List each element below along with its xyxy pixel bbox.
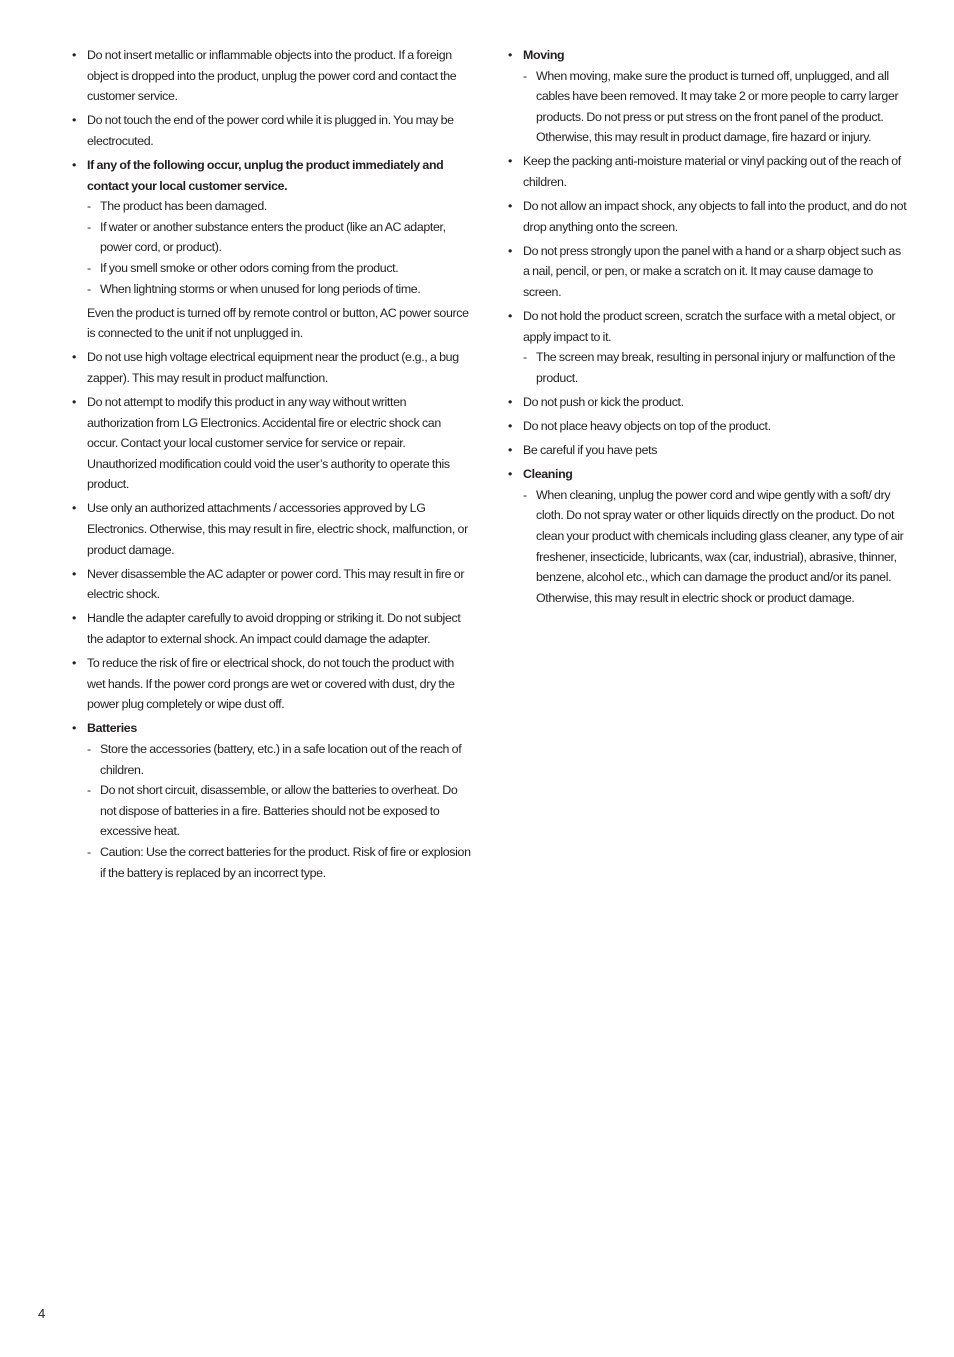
bullet-marker: • xyxy=(508,443,512,458)
dash-marker: - xyxy=(523,68,527,83)
bullet-item xyxy=(508,416,908,437)
bullet-text: Batteries xyxy=(87,721,137,736)
sub-item xyxy=(87,780,472,842)
bullet-text: Moving xyxy=(523,48,565,62)
bullet-text: If any of the following occur, unplug the product immediately and contact your local customer service. xyxy=(87,157,444,193)
sub-item-text: When moving, make sure the product is turned off, unplugged, and all cables have been removed. It may take 2 or more people to carry larger products. Do not press or put stress on the front panel of the product. Otherwise, this may result in product damage, fire hazard or injury. xyxy=(536,68,899,145)
bullet-text: Do not attempt to modify this product in any way without written authorization from LG Electronics. Accidental fire or electric shock can occur. Contact your local customer service for service or repair. Unauthorized modification could void the user’s authority to operate this product. xyxy=(87,395,450,492)
sub-list xyxy=(87,196,472,299)
bullet-item xyxy=(72,347,472,388)
bullet-marker: • xyxy=(508,154,512,169)
note-text: Even the product is turned off by remote control or button, AC power source is connected to the unit if not unplugged in. xyxy=(87,305,469,341)
bullet-marker: • xyxy=(72,350,76,365)
bullet-text: To reduce the risk of fire or electrical shock, do not touch the product with wet hands. If the power cord prongs are wet or covered with dust, dry the power plug completely or wipe dust off. xyxy=(87,656,455,712)
sub-item xyxy=(87,279,472,300)
page-number: 4 xyxy=(38,1306,46,1321)
sub-list xyxy=(523,347,908,388)
bullet-text: Never disassemble the AC adapter or power cord. This may result in fire or electric shock. xyxy=(87,566,465,602)
bullet-marker: • xyxy=(72,721,76,736)
bullet-text: Use only an authorized attachments / accessories approved by LG Electronics. Otherwise, this may result in fire, electric shock, malfunction, or product damage. xyxy=(87,501,468,557)
sub-item-text: If water or another substance enters the product (like an AC adapter, power cord, or product). xyxy=(100,219,446,255)
bullet-marker: • xyxy=(508,309,512,324)
sub-item-text: The product has been damaged. xyxy=(100,199,267,214)
sub-item-text: Do not short circuit, disassemble, or allow the batteries to overheat. Do not dispose of batteries in a fire. Batteries should not be exposed to excessive heat. xyxy=(100,783,458,839)
bullet-marker: • xyxy=(508,467,512,482)
bullet-text: Do not allow an impact shock, any objects to fall into the product, and do not drop anything onto the screen. xyxy=(523,199,907,234)
sub-list xyxy=(87,739,472,883)
bullet-item xyxy=(508,392,908,413)
bullet-marker: • xyxy=(72,48,76,62)
dash-marker: - xyxy=(87,260,91,275)
bullet-item xyxy=(72,564,472,605)
dash-marker: - xyxy=(87,219,91,234)
bullet-item xyxy=(508,306,908,388)
bullet-item xyxy=(72,45,472,107)
bullet-item xyxy=(508,196,908,237)
bullet-text: Do not insert metallic or inflammable objects into the product. If a foreign object is dropped into the product, unplug the power cord and contact the customer service. xyxy=(87,48,457,104)
sub-item xyxy=(523,66,908,148)
bullet-text: Do not press strongly upon the panel with a hand or a sharp object such as a nail, pencil, or pen, or make a scratch on it. It may cause damage to screen. xyxy=(523,243,901,300)
sub-item xyxy=(87,217,472,258)
bullet-marker: • xyxy=(72,611,76,626)
dash-marker: - xyxy=(87,742,91,756)
sub-list xyxy=(523,485,908,609)
bullet-text: Handle the adapter carefully to avoid dropping or striking it. Do not subject the adaptor to external shock. An impact could damage the adapter. xyxy=(87,611,461,647)
dash-marker: - xyxy=(523,350,527,365)
sub-item-text: Store the accessories (battery, etc.) in a safe location out of the reach of children. xyxy=(100,742,462,777)
dash-marker: - xyxy=(87,844,91,859)
bullet-text: Be careful if you have pets xyxy=(523,443,658,458)
bullet-item xyxy=(72,110,472,151)
bullet-marker: • xyxy=(508,48,512,62)
sub-item xyxy=(87,739,472,780)
bullet-marker: • xyxy=(72,395,76,409)
bullet-marker: • xyxy=(72,113,76,128)
bullet-item xyxy=(72,608,472,649)
sub-item xyxy=(523,485,908,609)
bullet-text: Cleaning xyxy=(523,467,573,482)
left-column xyxy=(72,45,472,887)
bullet-text: Do not place heavy objects on top of the product. xyxy=(523,419,771,434)
sub-item xyxy=(87,196,472,217)
bullet-text: Do not touch the end of the power cord while it is plugged in. You may be electrocuted. xyxy=(87,113,454,148)
bullet-item xyxy=(508,151,908,192)
bullet-item xyxy=(72,392,472,495)
bullet-item xyxy=(508,45,908,148)
sub-item xyxy=(523,347,908,388)
sub-item-text: When lightning storms or when unused for long periods of time. xyxy=(100,281,421,296)
dash-marker: - xyxy=(87,281,91,296)
bullet-marker: • xyxy=(72,656,76,671)
bullet-text: Do not push or kick the product. xyxy=(523,395,684,409)
bullet-item xyxy=(72,653,472,715)
bullet-marker: • xyxy=(72,566,76,581)
bullet-marker: • xyxy=(508,199,512,214)
sub-item-text: The screen may break, resulting in personal injury or malfunction of the product. xyxy=(536,350,896,385)
sub-item-text: When cleaning, unplug the power cord and wipe gently with a soft/ dry cloth. Do not spray water or other liquids directly on the product. Do not clean your product with chemicals including glass cleaner, any type of air freshener, insecticide, lubricants, wax (car, industrial), abrasive, thinner, benzene, alcohol etc., which can damage the product and/or its panel. Otherwise, this may result in electric shock or product damage. xyxy=(536,487,904,605)
bullet-item xyxy=(72,498,472,560)
bullet-text: Keep the packing anti-moisture material or vinyl packing out of the reach of children. xyxy=(523,154,901,190)
sub-item xyxy=(87,842,472,883)
bullet-text: Do not use high voltage electrical equipment near the product (e.g., a bug zapper). This may result in product malfunction. xyxy=(87,350,459,385)
dash-marker: - xyxy=(87,199,91,214)
bullet-marker: • xyxy=(508,395,512,409)
dash-marker: - xyxy=(523,487,527,502)
bullet-marker: • xyxy=(508,243,512,258)
sub-list xyxy=(523,66,908,148)
bullet-item xyxy=(72,718,472,883)
bullet-marker: • xyxy=(508,419,512,434)
dash-marker: - xyxy=(87,783,91,798)
bullet-item xyxy=(72,155,472,344)
bullet-item xyxy=(508,464,908,608)
bullet-item xyxy=(508,241,908,303)
right-column xyxy=(508,45,908,612)
bullet-text: Do not hold the product screen, scratch the surface with a metal object, or apply impact to it. xyxy=(523,309,896,344)
sub-item-text: If you smell smoke or other odors coming from the product. xyxy=(100,260,399,275)
sub-item-text: Caution: Use the correct batteries for the product. Risk of fire or explosion if the battery is replaced by an incorrect type. xyxy=(100,844,471,880)
bullet-item xyxy=(508,440,908,461)
sub-item xyxy=(87,258,472,279)
bullet-marker: • xyxy=(72,501,76,516)
bullet-marker: • xyxy=(72,157,76,172)
